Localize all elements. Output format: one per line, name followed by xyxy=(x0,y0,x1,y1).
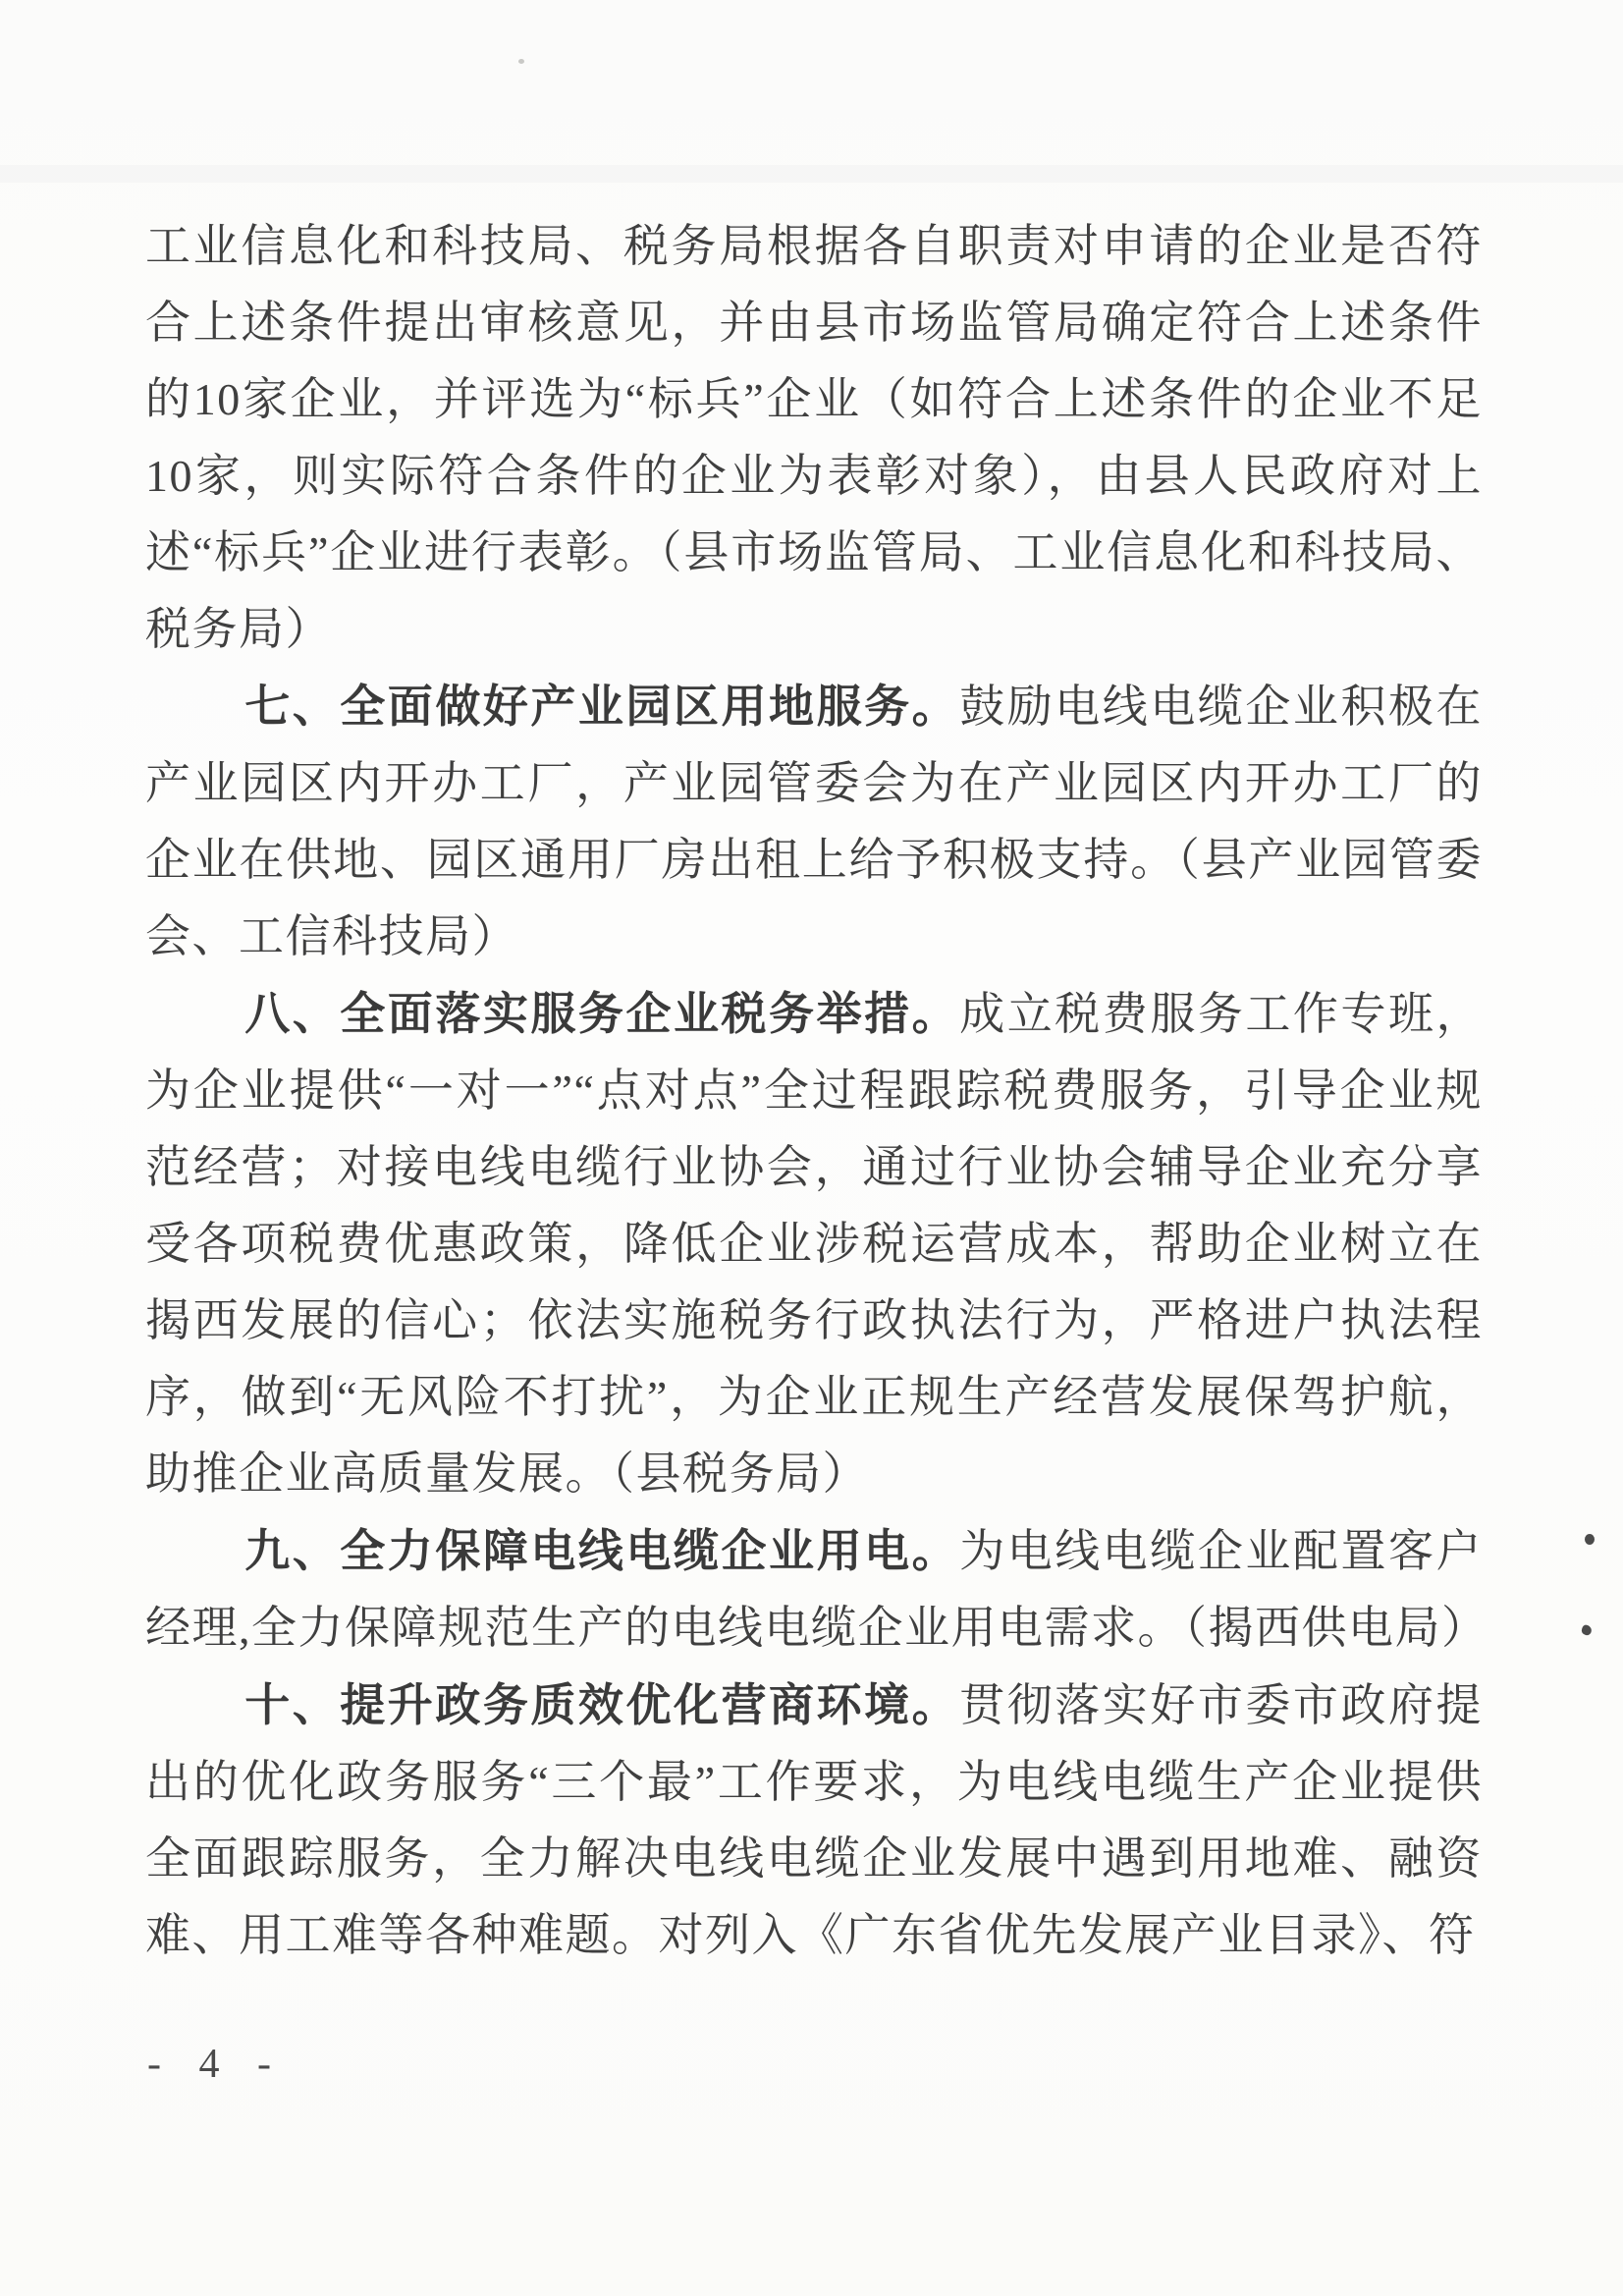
section-10-heading: 十、提升政务质效优化营商环境。 xyxy=(244,1679,960,1730)
scan-speck xyxy=(518,59,524,64)
page-number: - 4 - xyxy=(147,2042,285,2087)
paragraph-section-9 xyxy=(145,1512,1488,1667)
paragraph-section-8 xyxy=(145,975,1483,1512)
scan-noise-band xyxy=(0,165,1623,183)
paragraph-section-10 xyxy=(145,1667,1483,1974)
paragraph-continuation xyxy=(145,208,1483,668)
section-9-text: 为电线电缆企业配置客户经理,全力保障规范生产的电线电缆企业用电需求。（揭西供电局） xyxy=(145,1526,1488,1653)
paragraph-text: 工业信息化和科技局、税务局根据各自职责对申请的企业是否符合上述条件提出审核意见，并由县市场监管局确定符合上述条件的10家企业，并评选为“标兵”企业（如符合上述条件的企业不足10家，则实际符合条件的企业为表彰对象），由县人民政府对上述“标兵”企业进行表彰。（县市场监管局、工业信息化和科技局、税务局） xyxy=(145,221,1483,654)
section-8-heading: 八、全面落实服务企业税务举措。 xyxy=(244,988,960,1039)
scan-speck xyxy=(1581,1624,1594,1637)
section-7-heading: 七、全面做好产业园区用地服务。 xyxy=(244,681,960,732)
section-8-text: 成立税费服务工作专班，为企业提供“一对一”“点对点”全过程跟踪税费服务，引导企业规范经营；对接电线电缆行业协会，通过行业协会辅导企业充分享受各项税费优惠政策，降低企业涉税运营成本，帮助企业树立在揭西发展的信心；依法实施税务行政执法行为，严格进户执法程序，做到“无风险不打扰”，为企业正规生产经营发展保驾护航，助推企业高质量发展。（县税务局） xyxy=(145,989,1484,1499)
section-7-text: 鼓励电线电缆企业积极在产业园区内开办工厂，产业园管委会为在产业园区内开办工厂的企业在供地、园区通用厂房出租上给予积极支持。（县产业园管委会、工信科技局） xyxy=(145,682,1484,961)
scan-speck xyxy=(1585,1534,1595,1545)
document-body xyxy=(145,208,1488,1974)
section-9-heading: 九、全力保障电线电缆企业用电。 xyxy=(244,1525,960,1576)
paragraph-section-7 xyxy=(145,668,1483,975)
section-10-text: 贯彻落实好市委市政府提出的优化政务服务“三个最”工作要求，为电线电缆生产企业提供全面跟踪服务，全力解决电线电缆企业发展中遇到用地难、融资难、用工难等各种难题。对列入《广东省优先发展产业目录》、符 xyxy=(145,1680,1484,1960)
